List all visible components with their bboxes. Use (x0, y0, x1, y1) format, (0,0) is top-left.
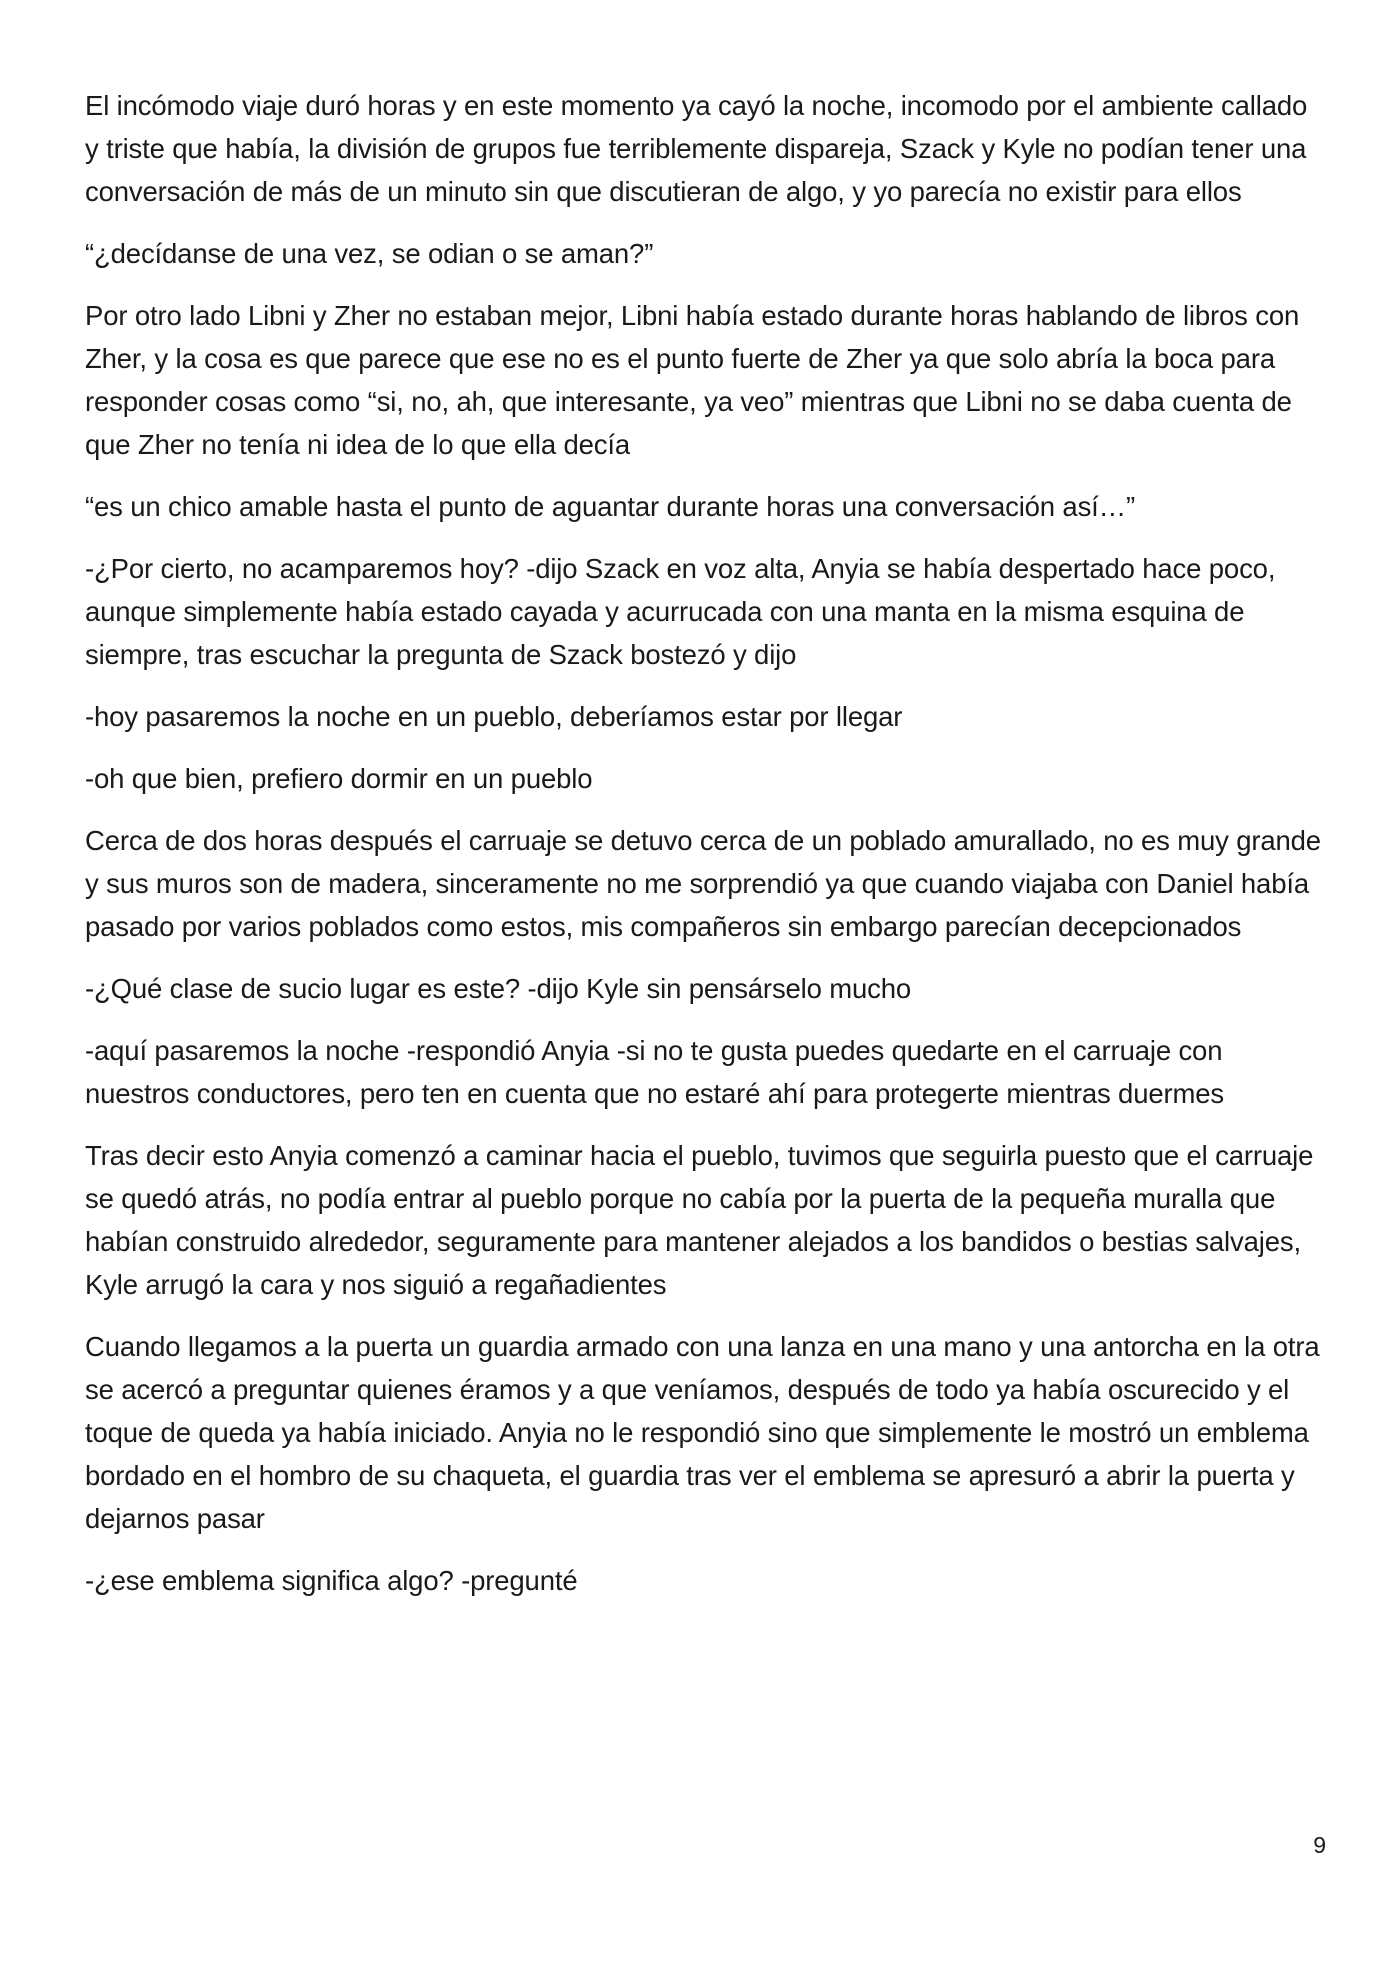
paragraph: -aquí pasaremos la noche -respondió Anyia -si no te gusta puedes quedarte en el carruaje con nuestros conductores, pero ten en cuenta que no estaré ahí para protegerte mientras duermes (85, 1035, 1225, 1109)
paragraph: Cerca de dos horas después el carruaje se detuvo cerca de un poblado amurallado, no es muy grande y sus muros son de madera, sinceramente no me sorprendió ya que cuando viajaba con Daniel había pasado por varios poblados como estos, mis compañeros sin embargo parecían decepcionados (85, 825, 1321, 942)
paragraph: “¿decídanse de una vez, se odian o se aman?” (85, 238, 654, 269)
paragraph: Tras decir esto Anyia comenzó a caminar hacia el pueblo, tuvimos que seguirla puesto que el carruaje se quedó atrás, no podía entrar al pueblo porque no cabía por la puerta de la pequeña muralla que habían construido alrededor, seguramente para mantener alejados a los bandidos o bestias salvajes, Kyle arrugó la cara y nos siguió a regañadientes (85, 1140, 1314, 1300)
paragraph: -oh que bien, prefiero dormir en un pueblo (85, 763, 593, 794)
paragraph: “es un chico amable hasta el punto de aguantar durante horas una conversación así…” (85, 491, 1136, 522)
paragraph: -¿ese emblema significa algo? -pregunté (85, 1565, 578, 1596)
paragraph: El incómodo viaje duró horas y en este momento ya cayó la noche, incomodo por el ambiente callado y triste que había, la división de grupos fue terriblemente dispareja, Szack y Kyle no podían tener una conversación de más de un minuto sin que discutieran de algo, y yo parecía no existir para ellos (85, 90, 1308, 207)
paragraph: -hoy pasaremos la noche en un pueblo, deberíamos estar por llegar (85, 701, 903, 732)
paragraph: -¿Por cierto, no acamparemos hoy? -dijo Szack en voz alta, Anyia se había despertado hace poco, aunque simplemente había estado cayada y acurrucada con una manta en la misma esquina de siempre, tras escuchar la pregunta de Szack bostezó y dijo (85, 553, 1276, 670)
paragraph: -¿Qué clase de sucio lugar es este? -dijo Kyle sin pensárselo mucho (85, 973, 912, 1004)
paragraph: Por otro lado Libni y Zher no estaban mejor, Libni había estado durante horas hablando de libros con Zher, y la cosa es que parece que ese no es el punto fuerte de Zher ya que solo abría la boca para responder cosas como “si, no, ah, que interesante, ya veo” mientras que Libni no se daba cuenta de que Zher no tenía ni idea de lo que ella decía (85, 300, 1300, 460)
body-text (85, 84, 1325, 1621)
paragraph: Cuando llegamos a la puerta un guardia armado con una lanza en una mano y una antorcha en la otra se acercó a preguntar quienes éramos y a que veníamos, después de todo ya había oscurecido y el toque de queda ya había iniciado. Anyia no le respondió sino que simplemente le mostró un emblema bordado en el hombro de su chaqueta, el guardia tras ver el emblema se apresuró a abrir la puerta y dejarnos pasar (85, 1331, 1320, 1534)
page-number: 9 (1313, 1832, 1326, 1858)
